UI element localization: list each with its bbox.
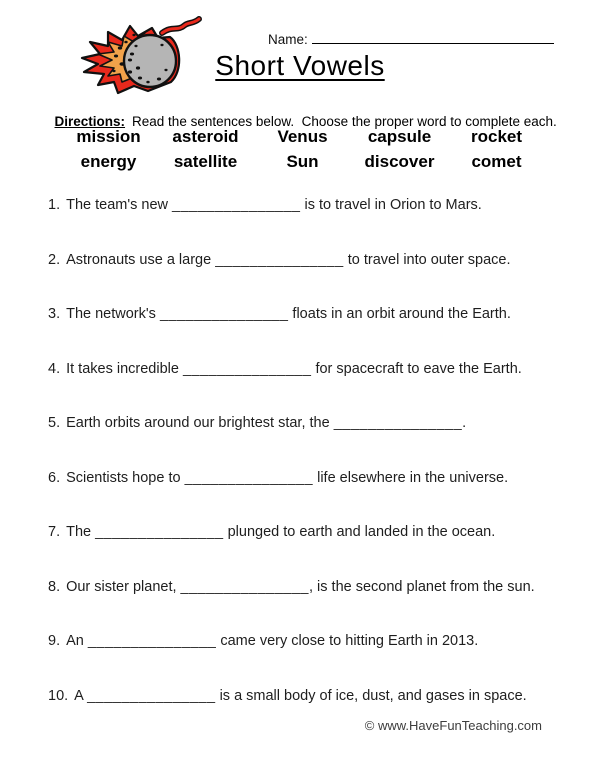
sentence-row [48,195,572,215]
sentence-row [48,686,572,706]
word-bank-word: rocket [470,127,523,146]
word-bank-word: comet [471,152,522,171]
sentence-number: 10. [48,687,69,704]
sentence-row [48,250,572,270]
sentence-post-text: came very close to hitting Earth in 2013. [216,633,479,649]
word-bank-word: energy [80,152,137,171]
sentence-post-text: for spacecraft to eave the Earth. [311,360,522,377]
sentence-pre-text: Astronauts use a large [66,251,216,268]
fill-in-blank: _______________ [215,251,344,268]
sentence-post-text: . [462,415,467,431]
sentence-row [48,304,572,324]
sentence-pre-text: Our sister planet, [66,578,181,595]
directions-label: Directions: [54,114,126,129]
fill-in-blank: _______________ [87,687,216,704]
word-bank-word: satellite [173,152,238,171]
word-bank [60,124,545,174]
word-bank-word: asteroid [172,127,239,146]
sentence-pre-text: Earth orbits around our brightest star, the [66,415,334,431]
sentence-number: 1. [48,197,61,213]
sentence-row [48,413,572,433]
name-label: Name: [268,32,308,47]
sentence-number: 7. [48,524,61,540]
sentence-pre-text: A [74,687,88,704]
sentence-number: 2. [48,251,61,268]
sentence-number: 4. [48,360,61,377]
sentence-post-text: is a small body of ice, dust, and gases in space. [215,687,527,704]
sentence-pre-text: The [66,524,96,540]
sentence-post-text: life elsewhere in the universe. [313,469,509,486]
fill-in-blank: _______________ [172,197,301,213]
sentence-number: 8. [48,578,61,595]
fill-in-blank: _______________ [180,578,309,595]
fill-in-blank: _______________ [95,524,224,540]
word-bank-word: capsule [367,127,432,146]
sentence-post-text: is to travel in Orion to Mars. [300,197,482,213]
sentence-pre-text: The network's [66,306,160,322]
name-blank-line [312,30,554,44]
fill-in-blank: _______________ [182,360,312,377]
fill-in-blank: _______________ [159,306,289,322]
word-bank-word: Venus [277,127,328,146]
word-bank-word: mission [76,127,141,146]
sentence-number: 3. [48,306,61,322]
fill-in-blank: _______________ [333,415,463,431]
sentence-post-text: floats in an orbit around the Earth. [288,306,511,322]
sentence-post-text: , is the second planet from the sun. [309,578,535,595]
sentence-row [48,359,572,379]
sentence-row [48,522,572,542]
sentence-row [48,577,572,597]
name-row [268,30,554,47]
sentence-list [48,195,572,706]
sentence-row [48,631,572,651]
word-bank-word: Sun [286,152,319,171]
sentence-number: 9. [48,633,61,649]
copyright-footer: © www.HaveFunTeaching.com [364,718,542,733]
fill-in-blank: _______________ [184,469,314,486]
sentence-pre-text: Scientists hope to [66,469,185,486]
sentence-pre-text: It takes incredible [66,360,183,377]
word-bank-row-1 [60,124,545,149]
sentence-post-text: to travel into outer space. [343,251,511,268]
sentence-number: 6. [48,469,61,486]
sentence-number: 5. [48,415,61,431]
sentence-post-text: plunged to earth and landed in the ocean. [223,524,496,540]
sentence-row [48,468,572,488]
word-bank-word: discover [364,152,435,171]
sentence-pre-text: An [66,633,88,649]
sentence-pre-text: The team's new [66,197,173,213]
word-bank-row-2 [60,149,545,174]
directions-text: Read the sentences below. Choose the proper word to complete each. [132,114,557,129]
fill-in-blank: _______________ [87,633,217,649]
page-title: Short Vowels [215,50,385,81]
